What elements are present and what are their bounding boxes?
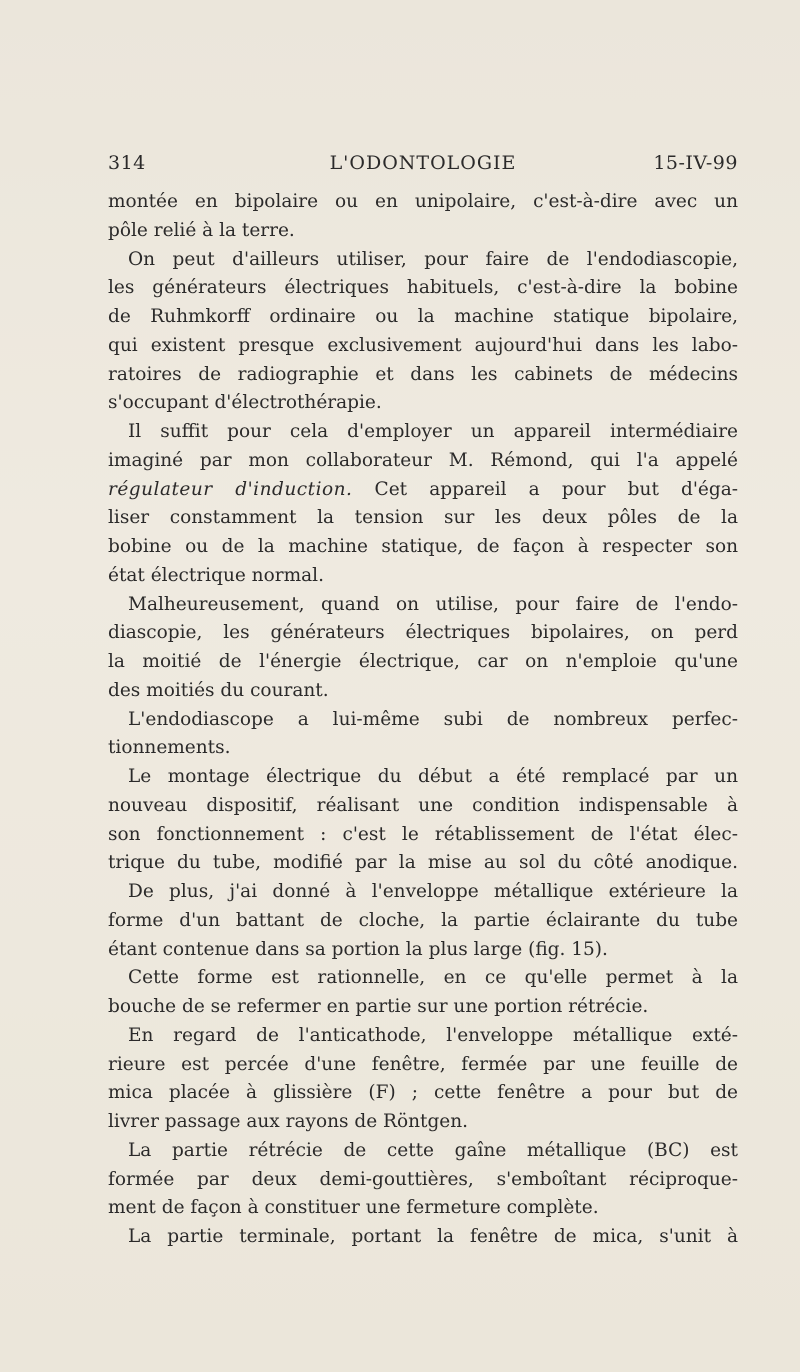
text-line: tionnements. (108, 737, 231, 759)
text-line: De plus, j'ai donné à l'enveloppe métallique extérieure la (128, 881, 738, 902)
text-line-italic-term (108, 476, 738, 505)
text-line: En regard de l'anticathode, l'enveloppe métallique exté- (128, 1024, 738, 1046)
text-line: L'endodiascope a lui-même subi de nombreux perfec- (128, 708, 738, 730)
issue-date: 15-IV-99 (653, 152, 738, 174)
text-line: mica placée à glissière (F) ; cette fenêtre a pour but de (108, 1082, 738, 1104)
italic-term: régulateur d'induction. (108, 478, 353, 500)
text-line: montée en bipolaire ou en unipolaire, c'est-à-dire avec un (108, 191, 738, 212)
text-line: liser constamment la tension sur les deux pôles de la (108, 507, 738, 529)
text-line: de Ruhmkorff ordinaire ou la machine statique bipolaire, (108, 306, 738, 327)
text-line: Malheureusement, quand on utilise, pour faire de l'endo- (128, 593, 738, 615)
text-line: des moitiés du courant. (108, 679, 329, 701)
journal-title: L'ODONTOLOGIE (329, 152, 517, 174)
text-line: la moitié de l'énergie électrique, car on n'emploie qu'une (108, 651, 738, 672)
body-text (108, 188, 738, 1252)
text-line: Le montage électrique du début a été remplacé par un (128, 766, 738, 787)
text-line: son fonctionnement : c'est le rétablissement de l'état élec- (108, 823, 738, 845)
text-line: étant contenue dans sa portion la plus large (fig. 15). (108, 938, 608, 960)
text-line: qui existent presque exclusivement aujourd'hui dans les labo- (108, 334, 738, 356)
text-line: ratoires de radiographie et dans les cabinets de médecins (108, 363, 738, 385)
text-line: formée par deux demi-gouttières, s'emboîtant réciproque- (108, 1168, 738, 1190)
text-line: bouche de se refermer en partie sur une portion rétrécie. (108, 996, 649, 1017)
text-line: pôle relié à la terre. (108, 219, 295, 241)
text-line-rest: Cet appareil a pour but d'éga- (352, 478, 738, 500)
text-line: rieure est percée d'une fenêtre, fermée par une feuille de (108, 1053, 738, 1075)
text-line: nouveau dispositif, réalisant une condition indispensable à (108, 794, 738, 816)
text-line: trique du tube, modifié par la mise au sol du côté anodique. (108, 852, 738, 874)
text-line: Cette forme est rationnelle, en ce qu'elle permet à la (128, 967, 738, 989)
text-line: état électrique normal. (108, 564, 324, 586)
text-line: les générateurs électriques habituels, c'est-à-dire la bobine (108, 277, 738, 299)
text-line: forme d'un battant de cloche, la partie éclairante du tube (108, 909, 738, 931)
text-line: s'occupant d'électrothérapie. (108, 392, 382, 414)
text-line: ment de façon à constituer une fermeture complète. (108, 1197, 599, 1219)
text-line: livrer passage aux rayons de Röntgen. (108, 1111, 469, 1132)
page-number: 314 (108, 152, 146, 174)
text-line: Il suffit pour cela d'employer un appareil intermédiaire (128, 421, 738, 442)
text-line: bobine ou de la machine statique, de façon à respecter son (108, 536, 738, 557)
text-line: diascopie, les générateurs électriques bipolaires, on perd (108, 622, 738, 644)
text-line: La partie terminale, portant la fenêtre de mica, s'unit à (128, 1226, 738, 1247)
running-header (108, 152, 738, 180)
text-line: La partie rétrécie de cette gaîne métallique (BC) est (128, 1139, 738, 1161)
text-line: On peut d'ailleurs utiliser, pour faire de l'endodiascopie, (128, 248, 738, 270)
text-line: imaginé par mon collaborateur M. Rémond, qui l'a appelé (108, 449, 738, 471)
